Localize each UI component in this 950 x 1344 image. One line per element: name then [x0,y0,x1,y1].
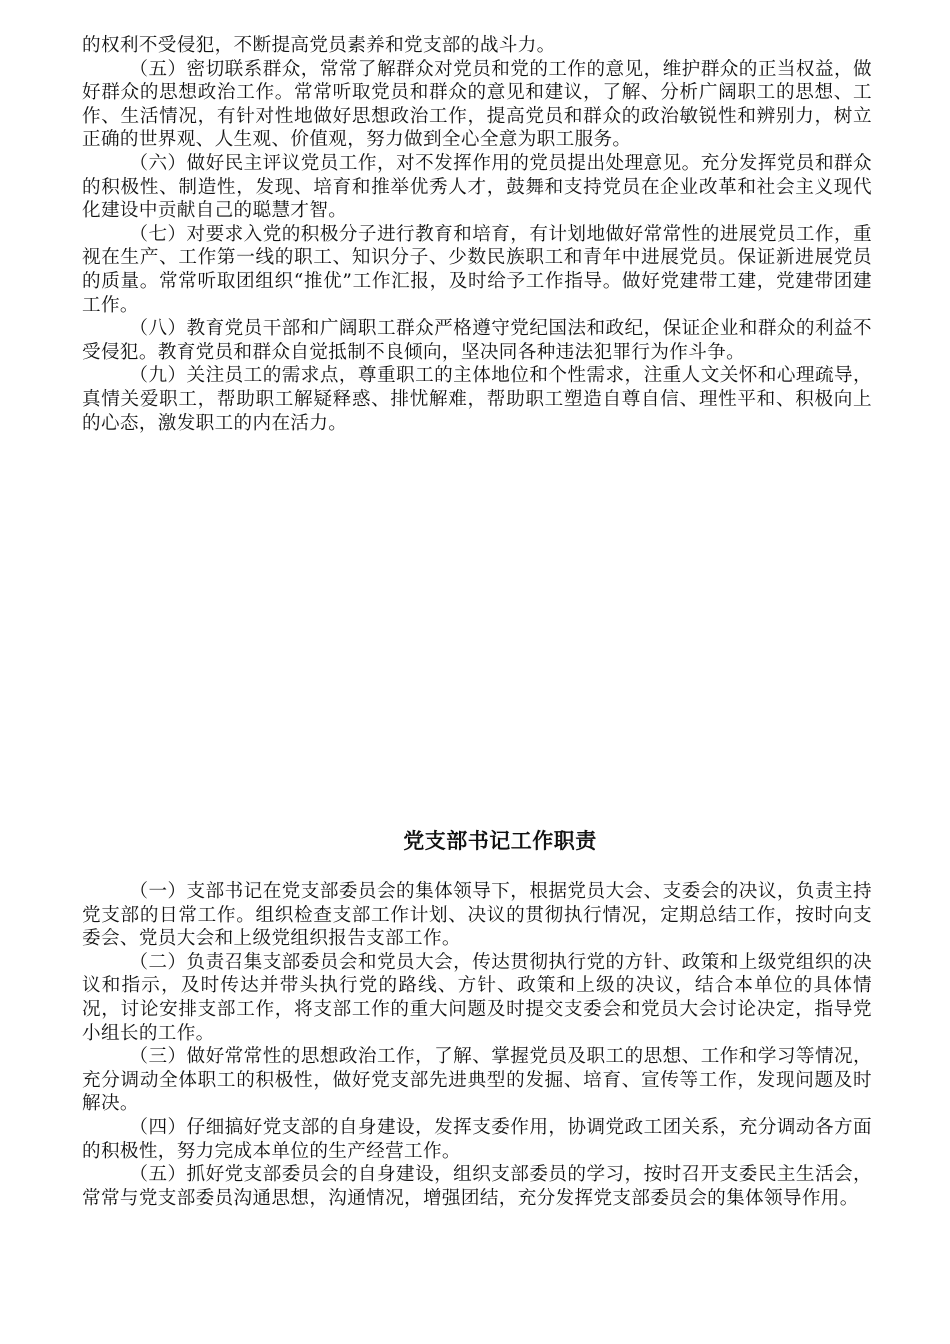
paragraph-item-8: （八）教育党员干部和广阔职工群众严格遵守党纪国法和政纪，保证企业和群众的利益不受侵犯。教育党员和群众自觉抵制不良倾向，坚决同各种违法犯罪行为作斗争。 [82,318,872,363]
paragraph-item-6: （六）做好民主评议党员工作，对不发挥作用的党员提出处理意见。充分发挥党员和群众的积极性、制造性，发现、培育和推举优秀人才，鼓舞和支持党员在企业改革和社会主义现代化建设中贡献自己的聪慧才智。 [82,152,872,222]
paragraph-item-9: （九）关注员工的需求点，尊重职工的主体地位和个性需求，注重人文关怀和心理疏导，真情关爱职工，帮助职工解疑释惑、排忧解难，帮助职工塑造自尊自信、理性平和、积极向上的心态，激发职工的内在活力。 [82,365,872,434]
duty-item-4: （四）仔细搞好党支部的自身建设，发挥支委作用，协调党政工团关系，充分调动各方面的积极性，努力完成本单位的生产经营工作。 [82,1116,872,1162]
duty-item-5: （五）抓好党支部委员会的自身建设，组织支部委员的学习，按时召开支委民主生活会，常常与党支部委员沟通思想，沟通情况，增强团结，充分发挥党支部委员会的集体领导作用。 [82,1164,872,1209]
secretary-duties-section [82,880,872,1210]
duty-item-2: （二）负责召集支部委员会和党员大会，传达贯彻执行党的方针、政策和上级党组织的决议和指示，及时传达并带头执行党的路线、方针、政策和上级的决议，结合本单位的具体情况，讨论安排支部工作，将支部工作的重大问题及时提交支委会和党员大会讨论决定，指导党小组长的工作。 [82,951,872,1044]
paragraph-item-7: （七）对要求入党的积极分子进行教育和培育，有计划地做好常常性的进展党员工作，重视在生产、工作第一线的职工、知识分子、少数民族职工和青年中进展党员。保证新进展党员的质量。常常听取团组织“推优”工作汇报，及时给予工作指导。做好党建带工建，党建带团建工作。 [82,223,872,316]
paragraph-item-5: （五）密切联系群众，常常了解群众对党员和党的工作的意见，维护群众的正当权益，做好群众的思想政治工作。常常听取党员和群众的意见和建议，了解、分析广阔职工的思想、工作、生活情况，有针对性地做好思想政治工作，提高党员和群众的政治敏锐性和辨别力，树立正确的世界观、人生观、价值观，努力做到全心全意为职工服务。 [82,58,872,151]
duty-item-3: （三）做好常常性的思想政治工作，了解、掌握党员及职工的思想、工作和学习等情况，充分调动全体职工的积极性，做好党支部先进典型的发掘、培育、宣传等工作，发现问题及时解决。 [82,1046,872,1115]
duty-item-1: （一）支部书记在党支部委员会的集体领导下，根据党员大会、支委会的决议，负责主持党支部的日常工作。组织检查支部工作计划、决议的贯彻执行情况，定期总结工作，按时向支委会、党员大会和上级党组织报告支部工作。 [82,881,872,950]
duties-continuation-section [82,34,872,435]
section-title: 党支部书记工作职责 [403,828,597,853]
paragraph-continuation: 的权利不受侵犯，不断提高党员素养和党支部的战斗力。 [82,35,556,56]
